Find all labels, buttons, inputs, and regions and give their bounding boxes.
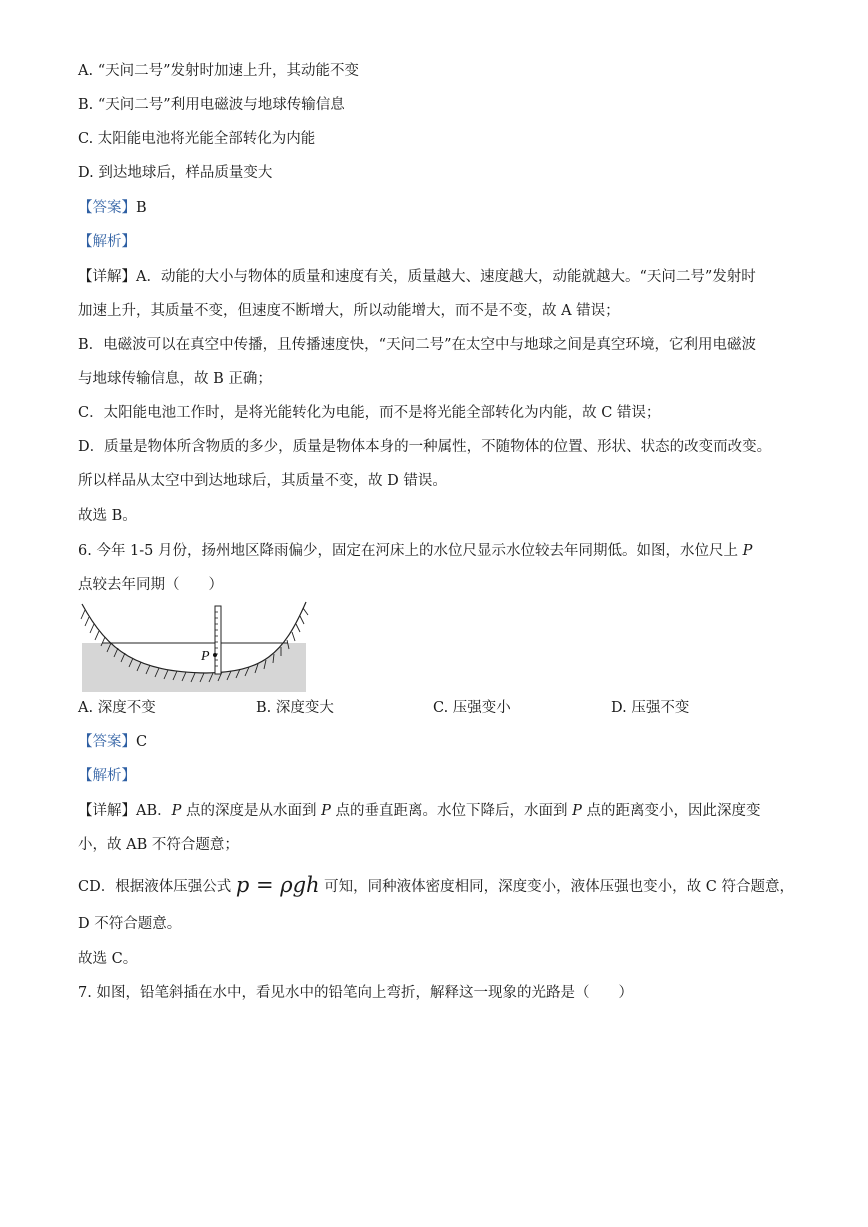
q5-explanation-line: B．电磁波可以在真空中传播，且传播速度快，“天问二号”在太空中与地球之间是真空环境，它利用电磁波: [78, 337, 756, 353]
point-p-label: P: [201, 649, 210, 664]
variable-p: P: [321, 803, 331, 819]
point-p-dot: [213, 653, 217, 657]
riverbed-figure: [78, 600, 314, 692]
detail-tag: 【详解】: [78, 803, 136, 819]
q6-option-a: A. 深度不变: [78, 700, 156, 716]
q6-explanation-line: D 不符合题意。: [78, 916, 182, 932]
q6-option-b: B. 深度变大: [256, 700, 334, 716]
q6-conclusion: 故选 C。: [78, 951, 138, 967]
explanation-text: AB．: [136, 803, 172, 819]
explanation-text: 可知，同种液体密度相同，深度变小，液体压强也变小，故 C 符合题意，: [319, 879, 794, 895]
q6-stem-line-1: [78, 541, 752, 561]
detail-tag: 【详解】: [78, 269, 136, 285]
variable-p: P: [572, 803, 582, 819]
variable-p: P: [742, 543, 753, 559]
answer-tag: 【答案】: [78, 200, 136, 216]
q5-explanation-line: 所以样品从太空中到达地球后，其质量不变，故 D 错误。: [78, 473, 447, 489]
q5-answer: [78, 198, 147, 218]
q6-explanation-line: [78, 801, 760, 821]
q5-option-a: A. “天问二号”发射时加速上升，其动能不变: [78, 63, 360, 79]
q5-explanation-line: 加速上升，其质量不变，但速度不断增大，所以动能增大，而不是不变，故 A 错误；: [78, 303, 620, 319]
variable-p: P: [171, 803, 182, 819]
analysis-tag: 【解析】: [78, 768, 136, 784]
q5-explanation-line: D．质量是物体所含物质的多少，质量是物体本身的一种属性，不随物体的位置、形状、状态的改变而改变。: [78, 439, 772, 455]
explanation-text: 点的距离变小，因此深度变: [581, 803, 761, 819]
q5-option-d: D. 到达地球后，样品质量变大: [78, 165, 273, 181]
answer-tag: 【答案】: [78, 734, 136, 750]
q5-option-c: C. 太阳能电池将光能全部转化为内能: [78, 131, 316, 147]
answer-value: B: [136, 200, 147, 216]
stem-text: 6. 今年 1-5 月份，扬州地区降雨偏少，固定在河床上的水位尺显示水位较去年同期低。如图，水位尺上: [78, 543, 739, 559]
q5-conclusion: 故选 B。: [78, 508, 137, 524]
water-level-gauge: [215, 606, 221, 674]
q5-explanation-line: 与地球传输信息，故 B 正确；: [78, 371, 272, 387]
pressure-formula: p = ρgh: [235, 873, 320, 897]
q6-option-d: D. 压强不变: [611, 700, 690, 716]
analysis-tag: 【解析】: [78, 234, 136, 250]
explanation-text: 点的垂直距离。水位下降后，水面到: [330, 803, 573, 819]
q7-stem: 7. 如图，铅笔斜插在水中，看见水中的铅笔向上弯折，解释这一现象的光路是（ ）: [78, 985, 633, 1001]
q5-analysis-tag: [78, 232, 136, 252]
q6-answer: [78, 732, 147, 752]
q6-explanation-line: [78, 873, 794, 897]
q6-option-c: C. 压强变小: [433, 700, 511, 716]
q5-explanation-line: [78, 267, 756, 287]
q6-analysis-tag: [78, 766, 136, 786]
q5-explanation-line: C．太阳能电池工作时，是将光能转化为电能，而不是将光能全部转化为内能，故 C 错误；: [78, 405, 661, 421]
explanation-text: 点的深度是从水面到: [181, 803, 322, 819]
q6-explanation-line: 小，故 AB 不符合题意；: [78, 837, 239, 853]
q6-stem-line-2: 点较去年同期（ ）: [78, 577, 223, 593]
q5-option-b: B. “天问二号”利用电磁波与地球传输信息: [78, 97, 345, 113]
explanation-text: CD．根据液体压强公式: [78, 879, 236, 895]
answer-value: C: [136, 734, 148, 750]
explanation-text: A．动能的大小与物体的质量和速度有关，质量越大、速度越大，动能就越大。“天问二号”发射时: [136, 269, 756, 285]
